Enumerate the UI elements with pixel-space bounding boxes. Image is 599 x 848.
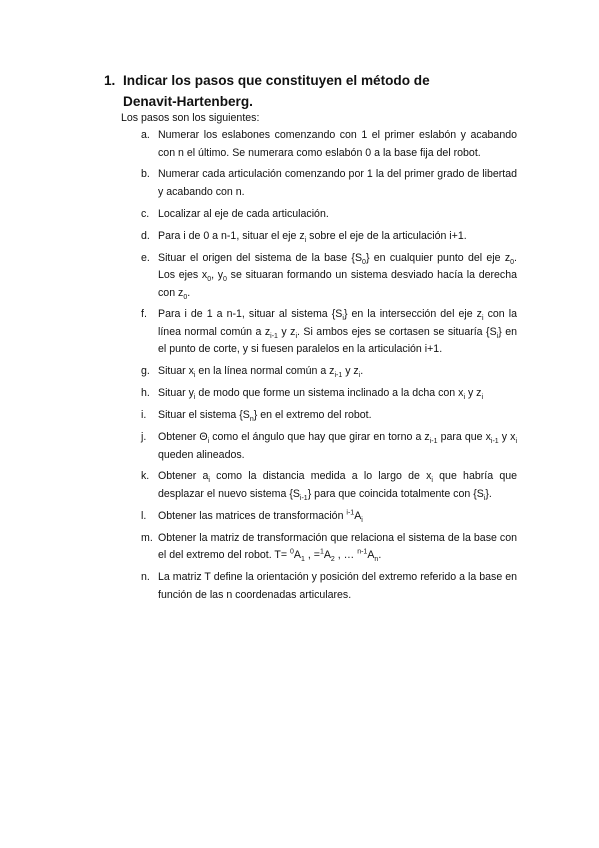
step-letter: f. — [141, 308, 147, 321]
step-letter: d. — [141, 229, 150, 242]
step-item — [121, 166, 517, 201]
step-text: Numerar cada articulación comenzando por 1 la del primer grado de libertad y acabando con n. — [158, 168, 517, 198]
step-item — [121, 508, 517, 526]
step-item — [121, 407, 517, 425]
step-text: La matriz T define la orientación y posición del extremo referido a la base en función de las n coordenadas articulares. — [158, 571, 517, 601]
intro-text: Los pasos son los siguientes: — [121, 112, 260, 124]
steps-list — [121, 127, 517, 608]
step-text: Situar $y_i$ de modo que forme un sistema inclinado a la dcha con $x_i$ y $z_i$ — [158, 387, 484, 402]
step-letter: m. — [141, 531, 153, 544]
step-item — [121, 569, 517, 604]
step-letter: l. — [141, 509, 147, 522]
step-item — [121, 250, 517, 303]
step-text: Para i de 0 a n-1, situar el eje $z_i$ sobre el eje de la articulación i+1. — [158, 229, 467, 244]
step-item — [121, 385, 517, 403]
step-text: Numerar los eslabones comenzando con 1 el primer eslabón y acabando con n el último. Se numerara como eslabón 0 a la base fija del robot. — [158, 129, 517, 159]
step-item — [121, 468, 517, 503]
step-letter: i. — [141, 409, 147, 422]
step-item — [121, 127, 517, 162]
step-letter: c. — [141, 207, 150, 220]
step-item — [121, 228, 517, 246]
step-text: Obtener $\Theta_i$ como el ángulo que hay que girar en torno a $z_{i-1}$ para que $x_{i-1}$ y $x_i$ queden alineados. — [158, 431, 517, 461]
step-letter: g. — [141, 365, 150, 378]
step-letter: a. — [141, 129, 150, 141]
question-number: 1. — [104, 73, 116, 88]
step-text: Obtener la matriz de transformación que relaciona el sistema de la base con el del extremo del robot. $T= ^0A_1$ , $=^1A_2$ , … $^{n-1}A_n$. — [158, 531, 517, 564]
step-text: Situar $x_i$ en la línea normal común a $z_{i-1}$ y $z_i$. — [158, 365, 364, 380]
step-letter: b. — [141, 168, 150, 181]
step-text: Para i de 1 a n-1, situar al sistema $\{S_i\}$ en la intersección del eje $z_i$ con la línea normal común a $z_{i-1}$ y $z_i$. Si ambos ejes se cortasen se situaría $\{S_i\}$ en el punto de corte, y si fuesen paralelos en la articulación i+1. — [158, 308, 517, 356]
step-letter: h. — [141, 387, 150, 400]
step-text: Situar el origen del sistema de la base $\{S_0\}$ en cualquier punto del eje $z_0$. Los ejes $x_0$, $y_0$ se situaran formando un sistema desviado hacía la derecha con $z_0$. — [158, 251, 517, 301]
step-item — [121, 530, 517, 565]
step-text: Situar el sistema $\{S_n\}$ en el extremo del robot. — [158, 409, 372, 424]
step-text: Obtener $a_i$ como la distancia medida a lo largo de $x_i$ que habría que desplazar el nuevo sistema $\{S_{i-1}\}$ para que coincida totalmente con $\{S_i\}$. — [158, 470, 517, 503]
step-item — [121, 306, 517, 359]
step-item — [121, 429, 517, 464]
step-text: Localizar al eje de cada articulación. — [158, 207, 329, 220]
step-letter: k. — [141, 470, 150, 483]
step-text: Obtener las matrices de transformación $^{i-1}A_i$ — [158, 509, 363, 524]
step-item — [121, 206, 517, 224]
step-letter: j. — [141, 431, 147, 444]
step-letter: e. — [141, 251, 150, 264]
step-letter: n. — [141, 571, 150, 584]
step-item — [121, 363, 517, 381]
question-title: Indicar los pasos que constituyen el método de Denavit-Hartenberg. — [123, 73, 430, 109]
